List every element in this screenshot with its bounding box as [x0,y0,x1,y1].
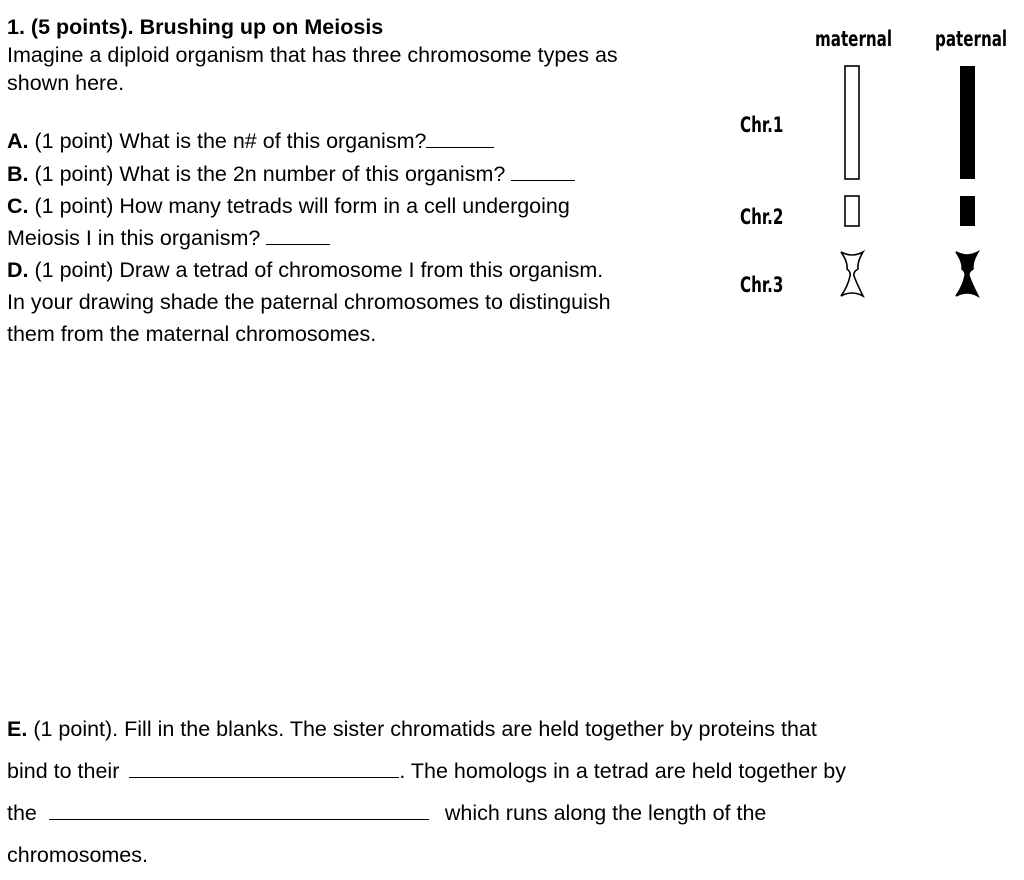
chr2-label: Chr.2 [740,205,784,229]
part-e-blank-1[interactable] [129,759,399,778]
question-title: 1. (5 points). Brushing up on Meiosis [7,15,384,39]
part-e-line3-end: which runs along the length of the [444,801,767,825]
part-b-text: (1 point) What is the 2n number of this organism? [34,162,506,186]
part-d-text-line3: them from the maternal chromosomes. [7,322,377,346]
part-e-line2-end: . The homologs in a tetrad are held together by [399,759,846,783]
part-d-text-line2: In your drawing shade the paternal chromosomes to distinguish [7,290,611,314]
part-e-line3 [7,800,766,826]
part-c-label: C. [7,194,29,218]
part-a-label: A. [7,129,29,153]
chr2-maternal [845,196,859,226]
part-e-line2-start: bind to their [7,759,120,783]
chr3-maternal [841,252,863,296]
part-d-label: D. [7,258,29,282]
part-d-text-line1: (1 point) Draw a tetrad of chromosome I from this organism. [34,258,604,282]
part-e-line4: chromosomes. [7,843,148,867]
part-e-line2 [7,758,846,784]
question-intro-line1: Imagine a diploid organism that has three chromosome types as [7,43,618,67]
part-e [7,716,817,742]
part-e-line1: (1 point). Fill in the blanks. The sister chromatids are held together by proteins that [33,717,817,741]
part-b-label: B. [7,162,29,186]
header-maternal: maternal [815,27,893,51]
chr1-paternal [960,66,975,179]
header-paternal: paternal [935,27,1008,51]
part-e-blank-2[interactable] [49,801,429,820]
question-intro-line2: shown here. [7,71,125,95]
part-e-line3-start: the [7,801,37,825]
part-c-text-line2: Meiosis I in this organism? [7,226,261,250]
part-c-text-line1: (1 point) How many tetrads will form in a cell undergoing [34,194,570,218]
chr3-paternal [956,252,978,296]
chr1-maternal [845,66,859,179]
part-e-label: E. [7,717,28,741]
part-a-text: (1 point) What is the n# of this organism? [34,129,427,153]
chr2-paternal [960,196,975,226]
chr1-label: Chr.1 [740,113,784,137]
chr3-label: Chr.3 [740,273,784,297]
